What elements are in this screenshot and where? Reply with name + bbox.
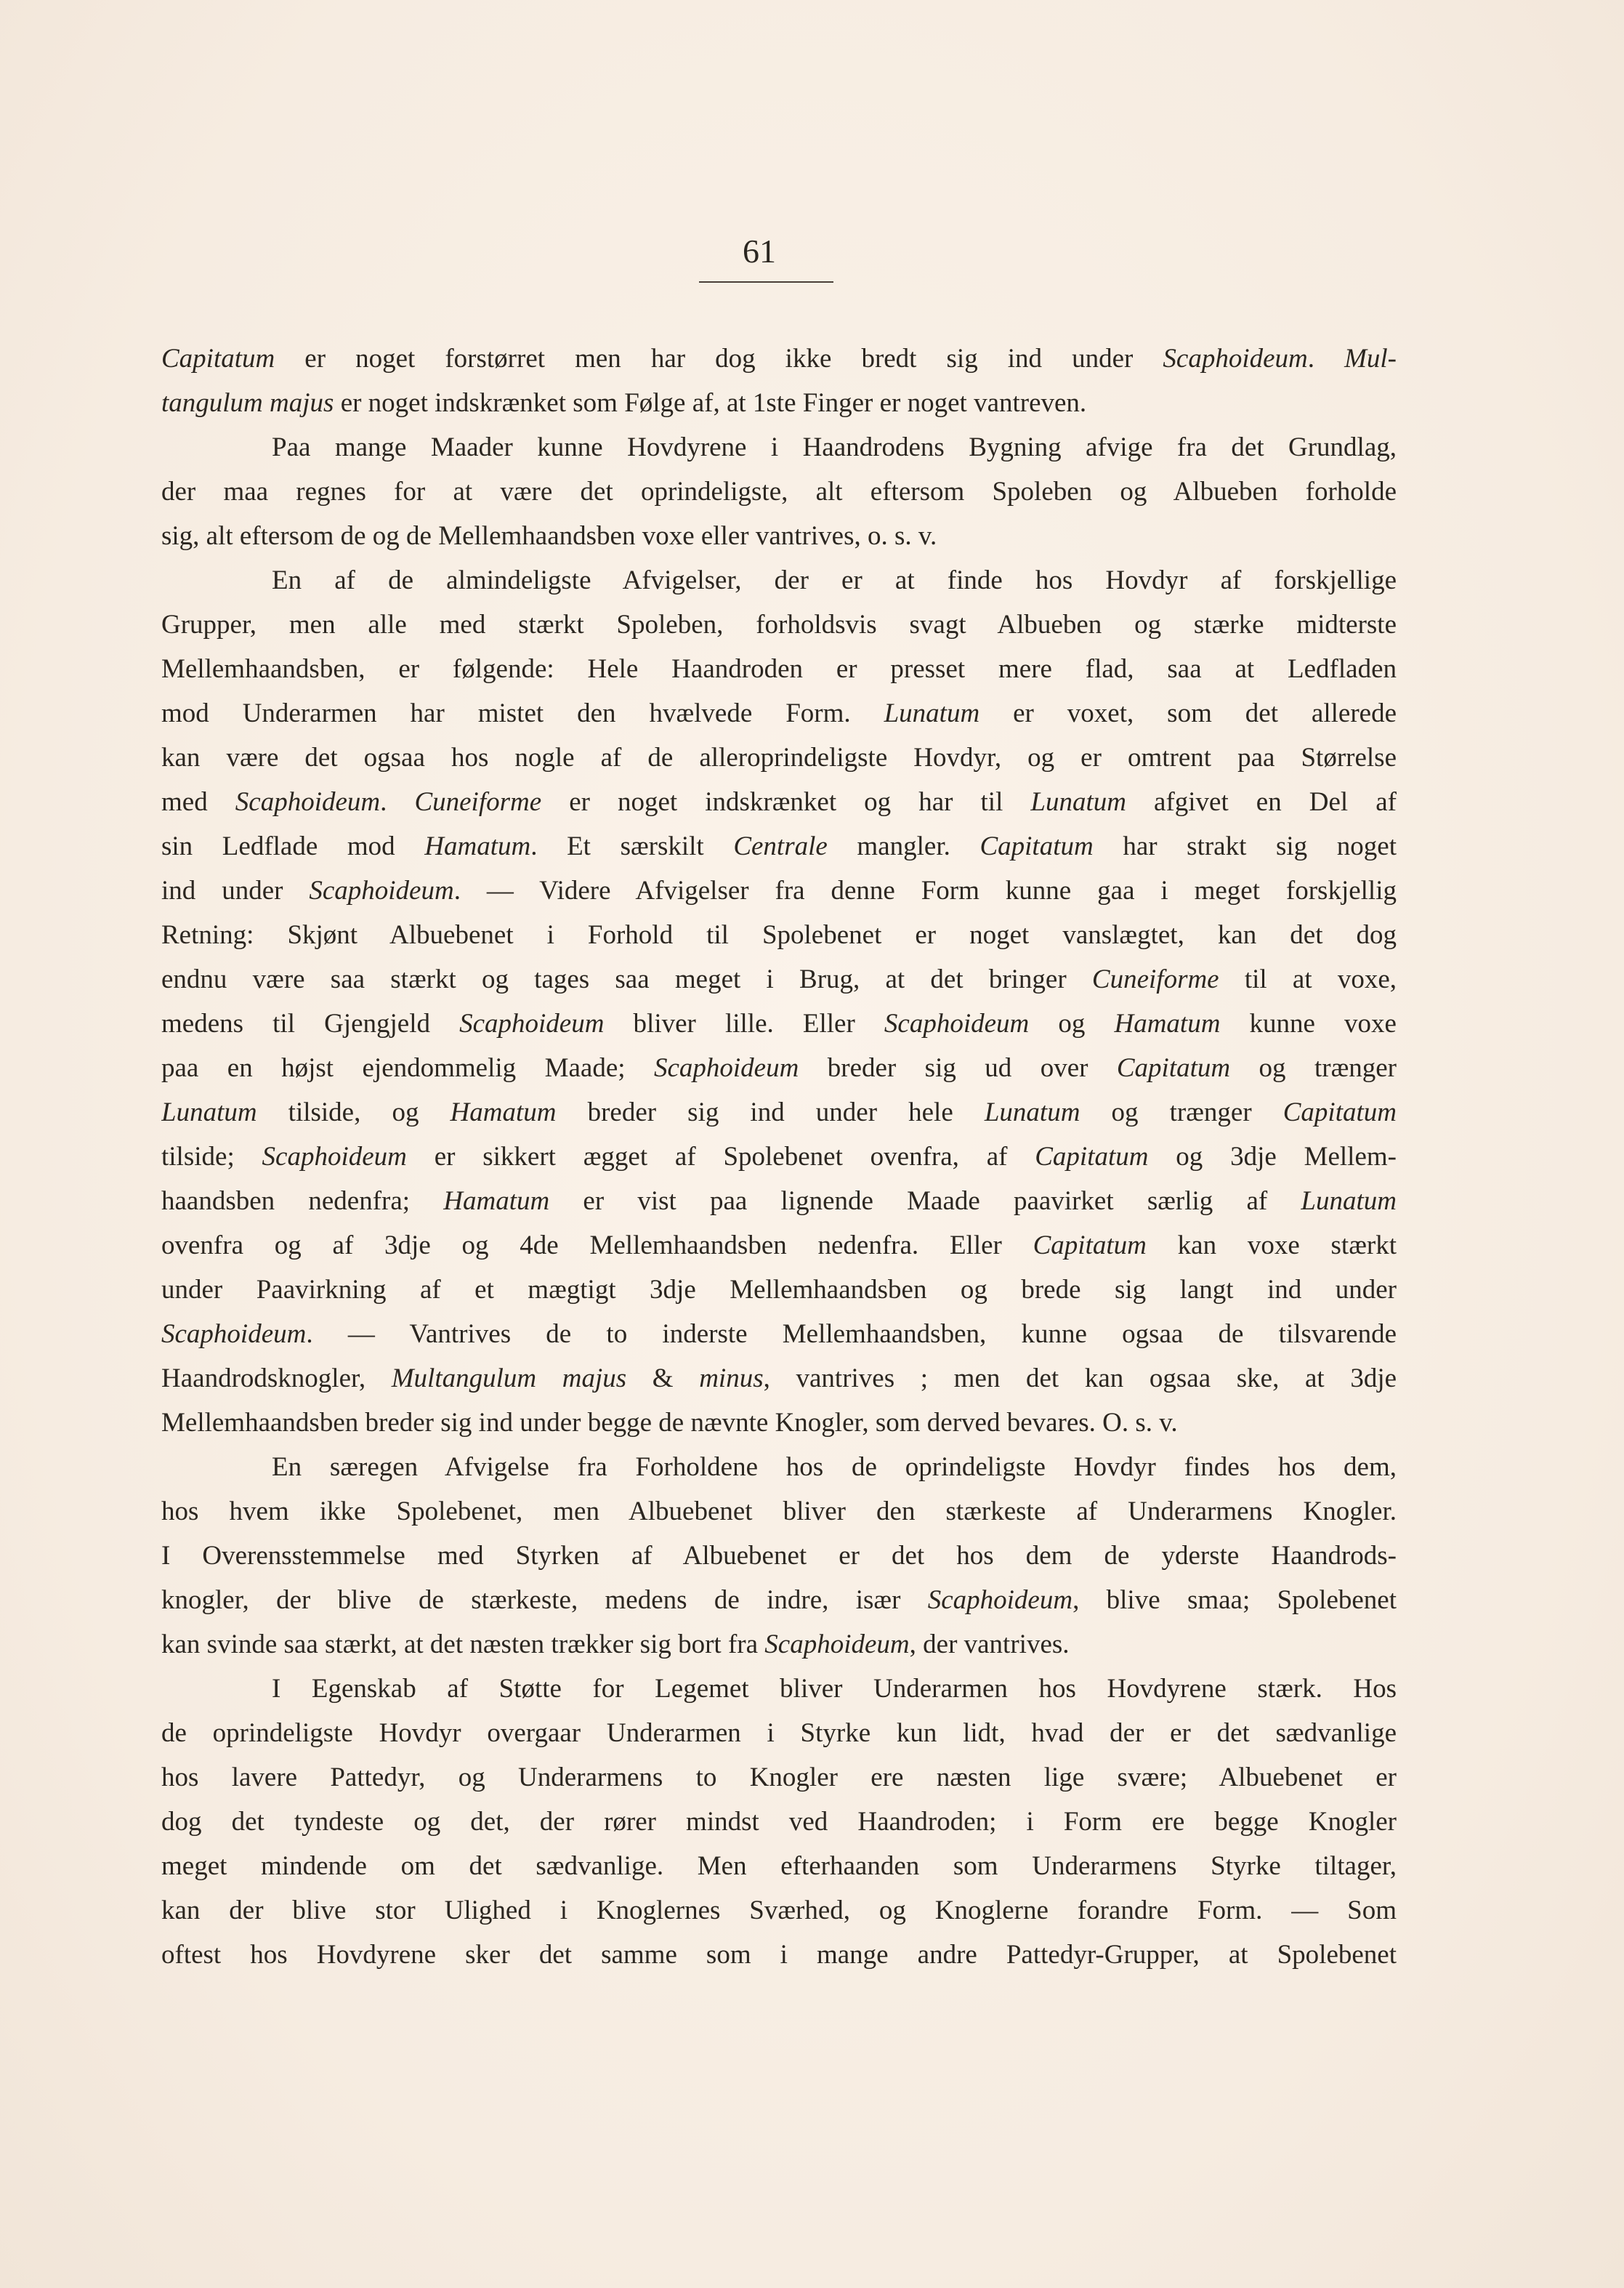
text-line: dog det tyndeste og det, der rører mindst ved Haandroden; i Form ere begge Knogler <box>161 1807 1397 1837</box>
text-line: kan svinde saa stærkt, at det næsten trækker sig bort fra Scaphoideum, der vantrives. <box>161 1630 1070 1659</box>
text-line: hos hvem ikke Spolebenet, men Albuebenet bliver den stærkeste af Underarmens Knogler. <box>161 1497 1397 1526</box>
text-line: I Overensstemmelse med Styrken af Albuebenet er det hos dem de yderste Haandrods- <box>161 1541 1397 1571</box>
text-line: Grupper, men alle med stærkt Spoleben, forholdsvis svagt Albueben og stærke midterste <box>161 610 1397 640</box>
text-line: ovenfra og af 3dje og 4de Mellemhaandsben nedenfra. Eller Capitatum kan voxe stærkt <box>161 1230 1397 1260</box>
text-line: Capitatum er noget forstørret men har dog ikke bredt sig ind under Scaphoideum. Mul- <box>161 344 1397 374</box>
text-line: tangulum majus er noget indskrænket som Følge af, at 1ste Finger er noget vantreven. <box>161 388 1087 418</box>
text-line: medens til Gjengjeld Scaphoideum bliver lille. Eller Scaphoideum og Hamatum kunne voxe <box>161 1009 1397 1039</box>
text-line: Haandrodsknogler, Multangulum majus & minus, vantrives ; men det kan ogsaa ske, at 3dje <box>161 1363 1397 1393</box>
text-line: Mellemhaandsben breder sig ind under begge de nævnte Knogler, som derved bevares. O. s. v. <box>161 1408 1178 1438</box>
text-line: haandsben nedenfra; Hamatum er vist paa lignende Maade paavirket særlig af Lunatum <box>161 1186 1397 1216</box>
page-number-rule <box>699 281 833 283</box>
text-line: kan der blive stor Ulighed i Knoglernes Sværhed, og Knoglerne forandre Form. — Som <box>161 1896 1397 1925</box>
text-line: paa en højst ejendommelig Maade; Scaphoideum breder sig ud over Capitatum og trænger <box>161 1053 1397 1083</box>
body-text <box>161 337 1397 1977</box>
text-line: I Egenskab af Støtte for Legemet bliver Underarmen hos Hovdyrene stærk. Hos <box>272 1674 1397 1704</box>
text-line: Paa mange Maader kunne Hovdyrene i Haandrodens Bygning afvige fra det Grundlag, <box>272 432 1397 462</box>
text-line: Retning: Skjønt Albuebenet i Forhold til Spolebenet er noget vanslægtet, kan det dog <box>161 920 1397 950</box>
text-line: med Scaphoideum. Cuneiforme er noget indskrænket og har til Lunatum afgivet en Del af <box>161 787 1397 817</box>
text-line: Mellemhaandsben, er følgende: Hele Haandroden er presset mere flad, saa at Ledfladen <box>161 654 1397 684</box>
text-line: En særegen Afvigelse fra Forholdene hos de oprindeligste Hovdyr findes hos dem, <box>272 1452 1397 1482</box>
text-line: knogler, der blive de stærkeste, medens de indre, især Scaphoideum, blive smaa; Spolebenet <box>161 1585 1397 1615</box>
text-line: under Paavirkning af et mægtigt 3dje Mellemhaandsben og brede sig langt ind under <box>161 1275 1397 1305</box>
text-line: ind under Scaphoideum. — Videre Afvigelser fra denne Form kunne gaa i meget forskjellig <box>161 876 1397 906</box>
text-line: hos lavere Pattedyr, og Underarmens to Knogler ere næsten lige svære; Albuebenet er <box>161 1763 1397 1792</box>
text-line: meget mindende om det sædvanlige. Men efterhaanden som Underarmens Styrke tiltager, <box>161 1851 1397 1881</box>
text-line: sig, alt eftersom de og de Mellemhaandsben voxe eller vantrives, o. s. v. <box>161 521 937 551</box>
page-number: 61 <box>743 233 776 270</box>
text-line: endnu være saa stærkt og tages saa meget i Brug, at det bringer Cuneiforme til at voxe, <box>161 964 1397 994</box>
text-line: de oprindeligste Hovdyr overgaar Underarmen i Styrke kun lidt, hvad der er det sædvanlige <box>161 1718 1397 1748</box>
text-line: kan være det ogsaa hos nogle af de alleroprindeligste Hovdyr, og er omtrent paa Størrelse <box>161 743 1397 773</box>
text-line: Scaphoideum. — Vantrives de to inderste Mellemhaandsben, kunne ogsaa de tilsvarende <box>161 1319 1397 1349</box>
text-line: oftest hos Hovdyrene sker det samme som i mange andre Pattedyr-Grupper, at Spolebenet <box>161 1940 1397 1970</box>
text-line: Lunatum tilside, og Hamatum breder sig ind under hele Lunatum og trænger Capitatum <box>161 1097 1397 1127</box>
text-line: En af de almindeligste Afvigelser, der er at finde hos Hovdyr af forskjellige <box>272 565 1397 595</box>
text-line: der maa regnes for at være det oprindeligste, alt eftersom Spoleben og Albueben forholde <box>161 477 1397 507</box>
text-line: mod Underarmen har mistet den hvælvede Form. Lunatum er voxet, som det allerede <box>161 698 1397 728</box>
text-line: tilside; Scaphoideum er sikkert ægget af Spolebenet ovenfra, af Capitatum og 3dje Mellem- <box>161 1142 1397 1172</box>
text-line: sin Ledflade mod Hamatum. Et særskilt Centrale mangler. Capitatum har strakt sig noget <box>161 831 1397 861</box>
